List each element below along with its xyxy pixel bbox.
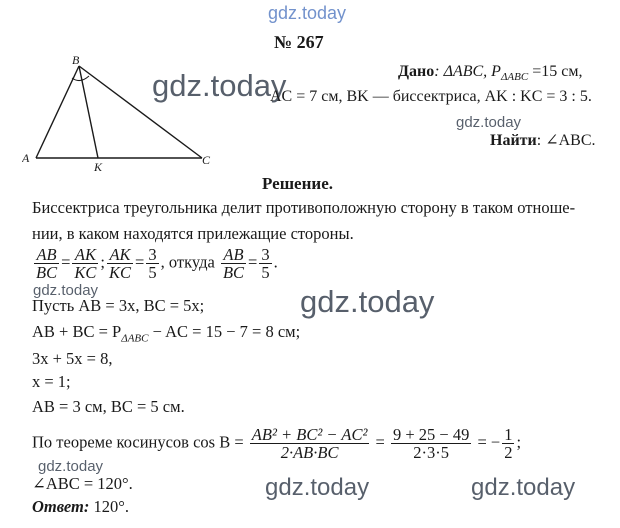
side-bc bbox=[79, 66, 202, 158]
watermark-large: gdz.today bbox=[300, 284, 435, 319]
watermark-bottom: gdz.today bbox=[471, 474, 576, 501]
cosine-theorem-equation: По теореме косинусов cos B = $\frac{\text{AB² + BC² − AC²}}{2\cdot AB\cdot BC}$ = $\frac{9 + 25 - 49}{2\cdot 3\cdot 5}$ = − $\frac{1}{2}$ ; bbox=[32, 425, 522, 462]
vertex-label-c: C bbox=[202, 153, 211, 167]
given-label: Дано bbox=[398, 63, 435, 80]
ratio-equation: $\frac{AB}{BC}$ = $\frac{AK}{KC}$ ; $\frac{AK}{KC}$ = $\frac{3}{5}$ , откуда $\frac{AB}{BC}$ = $\frac{3}{5}$ . bbox=[36, 245, 278, 282]
triangle-figure bbox=[22, 54, 222, 174]
find-label: Найти bbox=[490, 132, 537, 149]
vertex-label-a: A bbox=[22, 151, 30, 165]
problem-number: № 267 bbox=[274, 32, 324, 52]
solution-paragraph-1: Биссектриса треугольника делит противоположную сторону в таком отноше- bbox=[32, 198, 576, 217]
angle-result: ∠ABC = 120°. bbox=[32, 474, 133, 493]
find-line: Найти: ∠ABC. bbox=[490, 132, 596, 149]
solution-line-1: Пусть AB = 3x, BC = 5x; bbox=[32, 296, 205, 315]
point-label-k: K bbox=[94, 160, 103, 174]
vertex-label-b: B bbox=[72, 54, 80, 67]
given-line-2: AC = 7 см, BK — биссектриса, AK : KC = 3 : 5. bbox=[270, 88, 592, 105]
given-line-1: Дано: ΔABC, $P_{\Delta ABC} =15$ см, bbox=[398, 63, 583, 84]
watermark-small: gdz.today bbox=[33, 282, 99, 299]
watermark-top: gdz.today bbox=[268, 3, 347, 23]
solution-line-2: AB + BC = $P_{\Delta ABC}$ − AC = 15 − 7 = 8 см; bbox=[32, 322, 301, 345]
solution-heading: Решение. bbox=[262, 174, 333, 193]
watermark-small: gdz.today bbox=[456, 114, 522, 131]
answer-label: Ответ: bbox=[32, 497, 90, 516]
watermark-small: gdz.today bbox=[38, 458, 104, 475]
answer-line: Ответ: 120°. bbox=[32, 497, 129, 516]
watermark-bottom: gdz.today bbox=[265, 474, 370, 501]
solution-line-4: x = 1; bbox=[32, 372, 71, 391]
solution-paragraph-2: нии, в каком находятся прилежащие стороны. bbox=[32, 224, 354, 243]
solution-line-3: 3x + 5x = 8, bbox=[32, 349, 113, 368]
side-ab bbox=[36, 66, 79, 158]
solution-line-5: AB = 3 см, BC = 5 см. bbox=[32, 397, 185, 416]
watermark-large: gdz.today bbox=[152, 68, 287, 103]
